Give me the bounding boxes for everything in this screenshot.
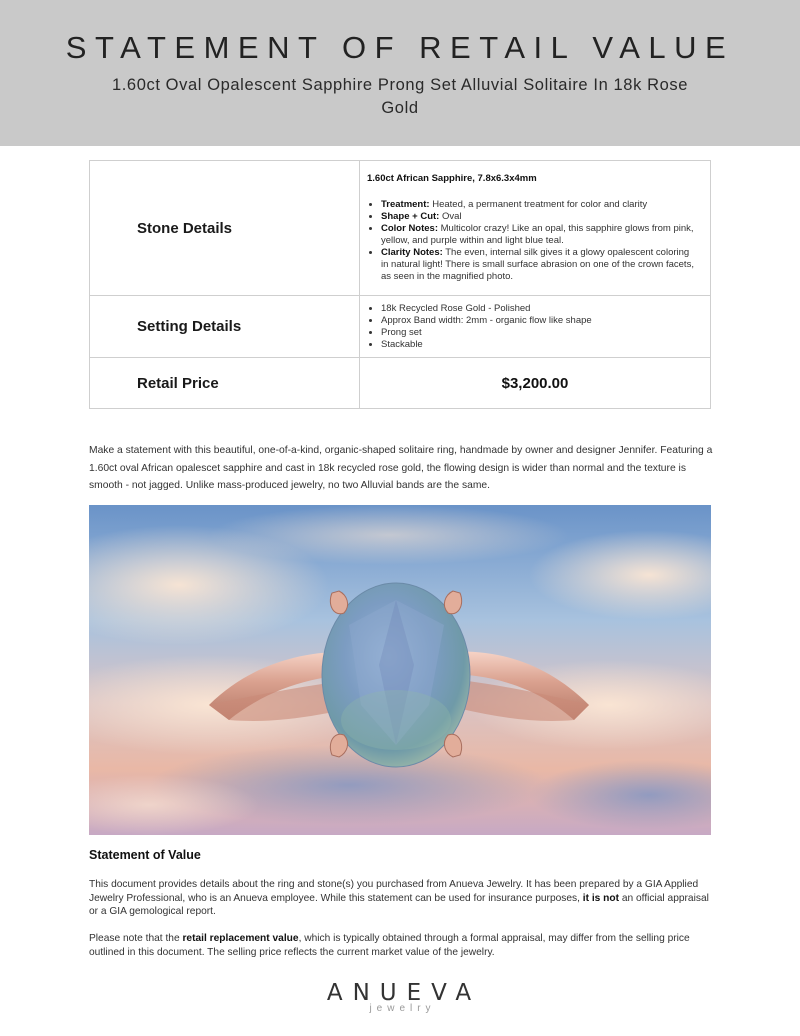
item-text: Oval [439,211,462,222]
document-subtitle: 1.60ct Oval Opalescent Sapphire Prong Set Alluvial Solitaire In 18k Rose Gold [111,76,689,117]
stone-details-label: Stone Details [90,161,360,296]
ring-photo [89,505,711,835]
stone-details-list [367,199,696,283]
anueva-logo [0,980,800,1014]
details-table [89,160,711,409]
ring-illustration [89,505,711,835]
item-key: Clarity Notes: [381,247,443,258]
statement-paragraph-1 [89,878,714,919]
text-span: , which is typically obtained through a formal appraisal, may differ from the selling price outlined in this document. The selling price reflects the current market value of the jewelry. [89,933,690,958]
stone-heading: 1.60ct African Sapphire, 7.8x6.3x4mm [367,173,537,184]
logo-wordmark: ANUEVA [326,980,482,1006]
list-item [381,223,696,247]
header-banner [0,0,800,146]
list-item: • Approx Band width: 2mm - organic flow like shape [381,315,696,327]
item-key: Color Notes: [381,223,438,234]
list-item: • Stackable [381,339,696,351]
document-title: STATEMENT OF RETAIL VALUE [65,30,735,65]
statement-of-value-heading: Statement of Value [89,848,201,862]
text-span: This document provides details about the ring and stone(s) you purchased from Anueva Jewelry. It has been prepared by a GIA Applied Jewelry Professional, who is an Anueva employee. While this statement can be used for insurance purposes, [89,879,699,904]
item-key: Treatment: [381,199,430,210]
setting-details-label: Setting Details [90,296,360,358]
table-row [90,161,711,296]
text-span: Please note that the [89,933,183,944]
setting-details-content [360,296,711,358]
list-item: • Prong set [381,327,696,339]
retail-price-label: Retail Price [90,358,360,409]
emphasis-text: retail replacement value [182,933,299,944]
list-item [381,247,696,283]
emphasis-text: it is not [582,892,620,904]
table-row [90,358,711,409]
setting-details-list [367,303,696,351]
stone-details-content [360,161,711,296]
item-text: Multicolor crazy! Like an opal, this sapphire glows from pink, yellow, and purple within and light blue teal. [381,223,694,246]
list-item [381,199,696,211]
text-span: an official appraisal or a GIA gemological report. [89,892,709,917]
statement-paragraph-2 [89,932,714,959]
item-text: Heated, a permanent treatment for color and clarity [429,199,648,210]
retail-price-value: $3,200.00 [360,358,711,409]
list-item: • 18k Recycled Rose Gold - Polished [381,303,696,315]
list-item [381,211,696,223]
table-row [90,296,711,358]
item-key: Shape + Cut: [381,211,440,222]
logo-subtext: jewelry [369,1003,436,1014]
intro-paragraph: Make a statement with this beautiful, one-of-a-kind, organic-shaped solitaire ring, handmade by owner and designer Jennifer. Featuring a 1.60ct oval African opalescet sapphire and cast in 18k recycled rose gold, the flowing design is wider than normal and the texture is smooth - not jagged. Unlike mass-produced jewelry, no two Alluvial bands are the same. [89,445,713,491]
item-text: The even, internal silk gives it a glowy opalescent coloring in natural light! There is small surface abrasion on one of the crown facets, as seen in the magnified photo. [381,247,694,282]
